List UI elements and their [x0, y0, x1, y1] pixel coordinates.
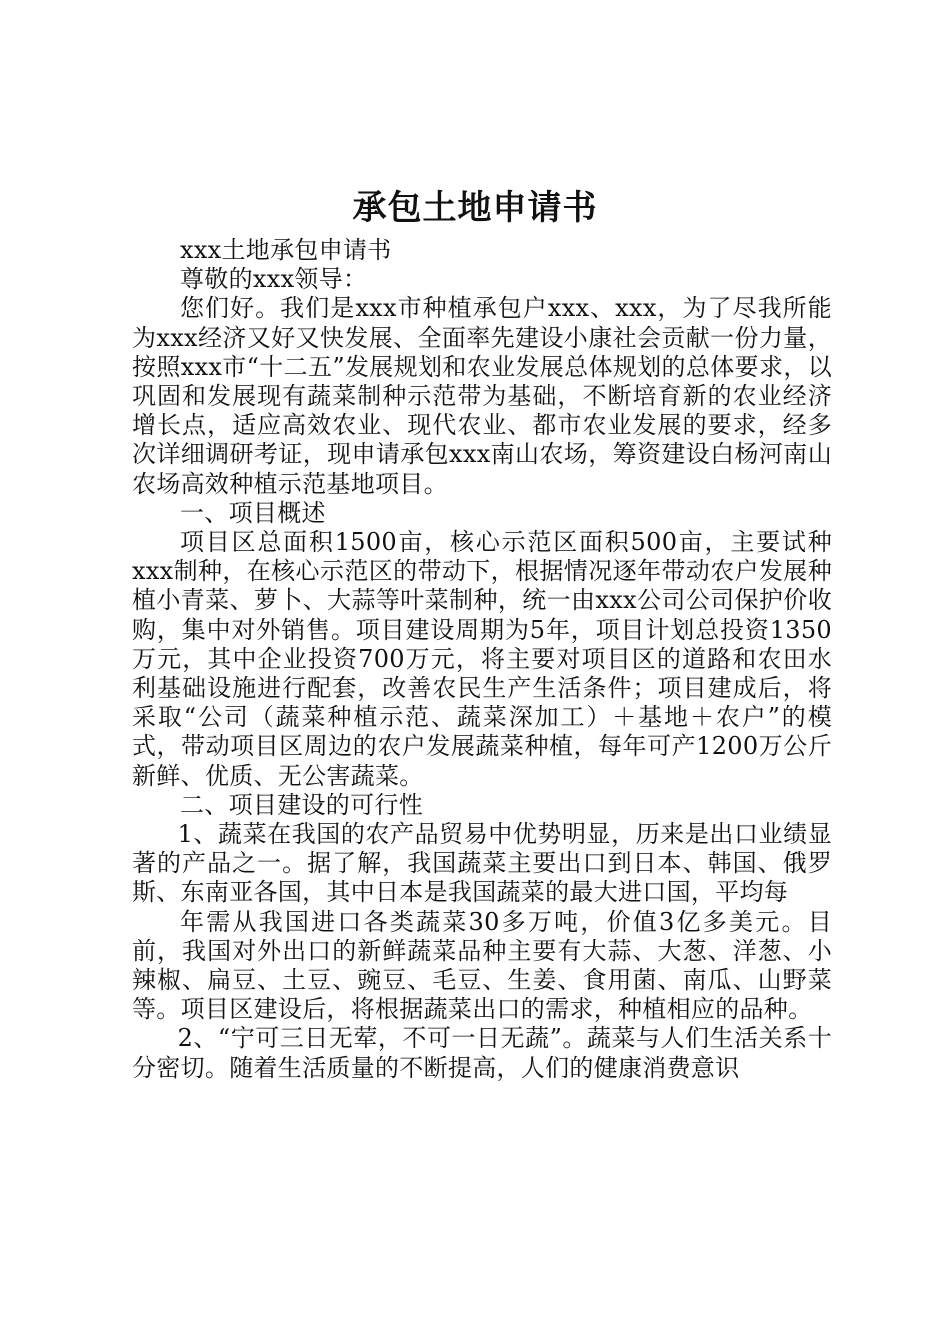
paragraph-introduction: 您们好。我们是xxx市种植承包户xxx、xxx，为了尽我所能为xxx经济又好又快发展、全面率先建设小康社会贡献一份力量，按照xxx市“十二五”发展规划和农业发展总体规划的总体要求，以巩固和发展现有蔬菜制种示范带为基础，不断培育新的农业经济增长点，适应高效农业、现代农业、都市农业发展的要求，经多次详细调研考证，现申请承包xxx南山农场，筹资建设白杨河南山农场高效种植示范基地项目。 [132, 294, 832, 498]
document-title: 承包土地申请书 [352, 188, 598, 228]
section-heading-overview: 一、项目概述 [180, 498, 326, 527]
section-heading-feasibility: 二、项目建设的可行性 [180, 790, 423, 819]
paragraph-feasibility-1-continued: 年需从我国进口各类蔬菜30多万吨，价值3亿多美元。目前，我国对外出口的新鲜蔬菜品种主要有大蒜、大葱、洋葱、小辣椒、扁豆、土豆、豌豆、毛豆、生姜、食用菌、南瓜、山野菜等。项目区建设后，将根据蔬菜出口的需求，种植相应的品种。 [132, 907, 832, 1024]
paragraph-feasibility-2: 2、“宁可三日无荤，不可一日无蔬”。蔬菜与人们生活关系十分密切。随着生活质量的不断提高，人们的健康消费意识 [132, 1024, 832, 1082]
paragraph-subtitle: xxx土地承包申请书 [180, 236, 392, 264]
document-body [132, 236, 832, 1083]
paragraph-salutation: 尊敬的xxx领导： [180, 265, 368, 294]
paragraph-project-overview: 项目区总面积1500亩，核心示范区面积500亩，主要试种xxx制种，在核心示范区的带动下，根据情况逐年带动农户发展种植小青菜、萝卜、大蒜等叶菜制种，统一由xxx公司公司保护价收购，集中对外销售。项目建设周期为5年，项目计划总投资1350万元，其中企业投资700万元，将主要对项目区的道路和农田水利基础设施进行配套，改善农民生产生活条件；项目建成后，将采取“公司（蔬菜种植示范、蔬菜深加工）＋基地＋农户”的模式，带动项目区周边的农户发展蔬菜种植，每年可产1200万公斤新鲜、优质、无公害蔬菜。 [132, 528, 832, 790]
paragraph-feasibility-1: 1、蔬菜在我国的农产品贸易中优势明显，历来是出口业绩显著的产品之一。据了解，我国蔬菜主要出口到日本、韩国、俄罗斯、东南亚各国，其中日本是我国蔬菜的最大进口国，平均每 [132, 820, 832, 907]
